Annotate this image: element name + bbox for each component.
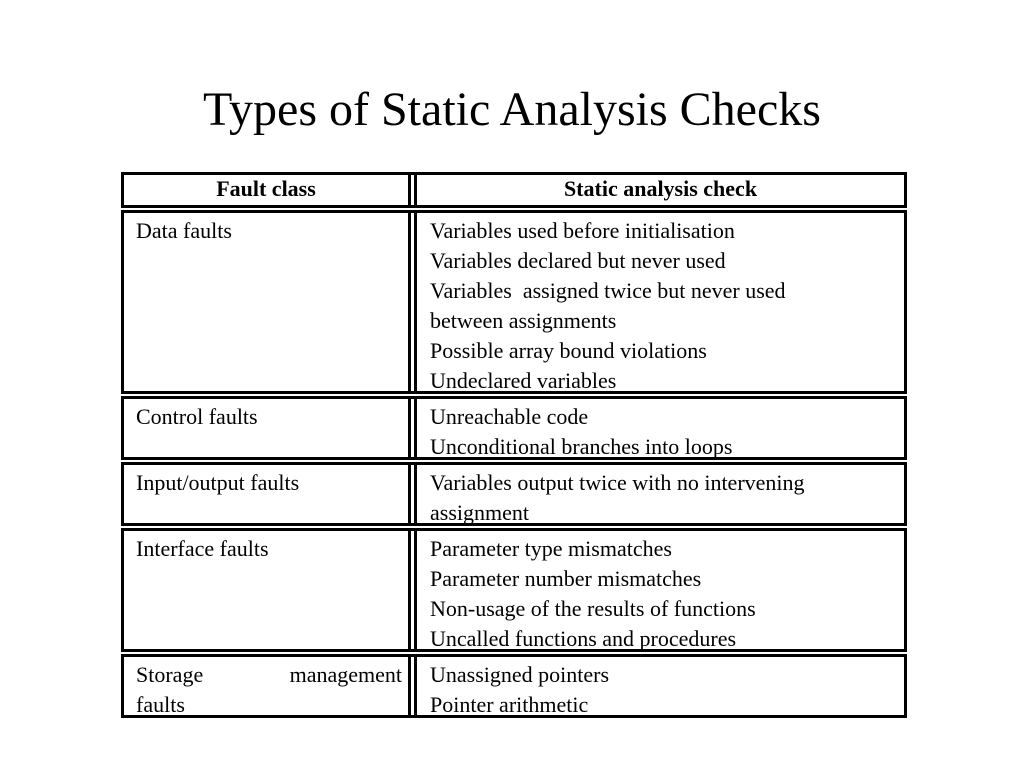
checks-cell (414, 465, 907, 523)
check-item: Undeclared variables (430, 368, 617, 393)
static-analysis-table (121, 172, 907, 718)
fault-class-cell (121, 213, 411, 391)
fault-class-word: management (289, 662, 402, 687)
header-static-analysis-check: Static analysis check (414, 175, 907, 205)
table-row (121, 396, 907, 460)
checks-cell (414, 399, 907, 457)
check-item: Variables used before initialisation (430, 218, 735, 243)
check-item: Unassigned pointers (430, 662, 610, 687)
fault-class-label-line1 (136, 660, 402, 690)
check-item: Uncalled functions and procedures (430, 626, 737, 651)
fault-class-label: Control faults (136, 404, 258, 429)
fault-class-cell (121, 531, 411, 649)
fault-class-label: Interface faults (136, 536, 269, 561)
check-item: Parameter type mismatches (430, 536, 672, 561)
table-row (121, 654, 907, 718)
check-item: Variables assigned twice but never used (430, 278, 786, 303)
checks-cell (414, 657, 907, 715)
checks-cell (414, 213, 907, 391)
table-row (121, 210, 907, 394)
check-item: assignment (430, 500, 529, 525)
table-row (121, 528, 907, 652)
fault-class-word: Storage (136, 662, 204, 687)
fault-class-label: Input/output faults (136, 470, 300, 495)
check-item: Parameter number mismatches (430, 566, 702, 591)
table-row (121, 462, 907, 526)
check-item: Unconditional branches into loops (430, 434, 733, 459)
table-header-row (121, 172, 907, 208)
check-item: Variables output twice with no intervening (430, 470, 805, 495)
check-item: Pointer arithmetic (430, 692, 589, 717)
check-item: Possible array bound violations (430, 338, 707, 363)
fault-class-cell (121, 657, 411, 715)
header-fault-class: Fault class (121, 175, 411, 205)
fault-class-label: Data faults (136, 218, 232, 243)
fault-class-cell (121, 399, 411, 457)
slide-title: Types of Static Analysis Checks (203, 83, 821, 136)
check-item: Unreachable code (430, 404, 589, 429)
check-item: Non-usage of the results of functions (430, 596, 756, 621)
checks-cell (414, 531, 907, 649)
fault-class-cell (121, 465, 411, 523)
check-item: between assignments (430, 308, 617, 333)
fault-class-label-line2: faults (136, 692, 185, 717)
check-item: Variables declared but never used (430, 248, 726, 273)
